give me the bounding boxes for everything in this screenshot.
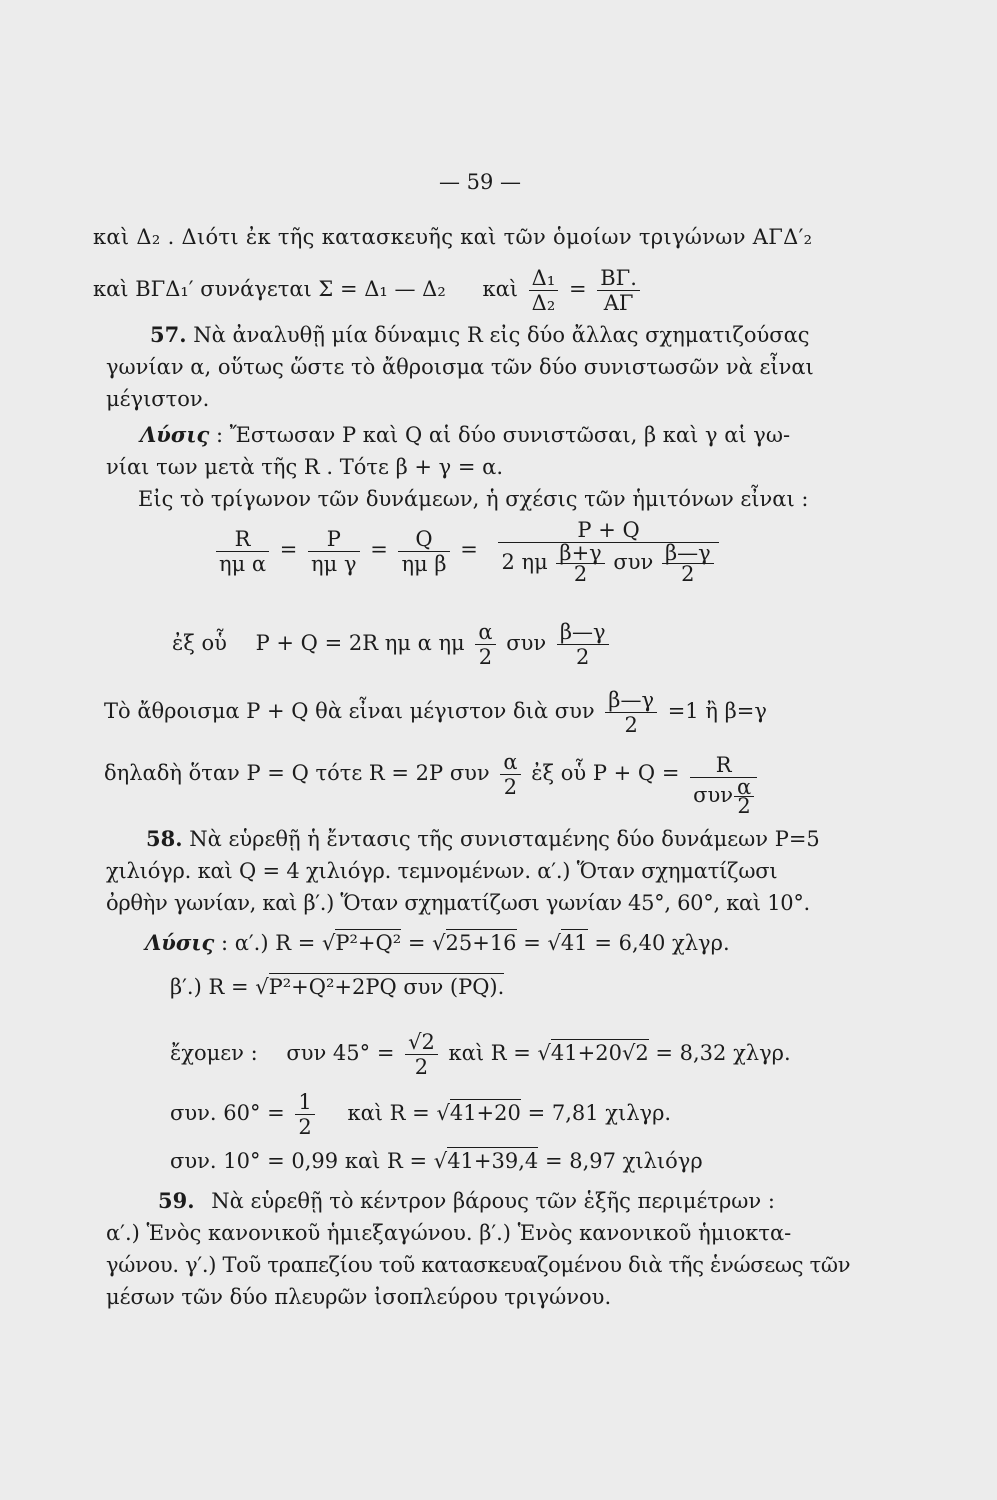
solution-a-eq: = √ xyxy=(407,931,446,955)
equal-forces-line xyxy=(104,750,761,818)
intro-line-2 xyxy=(93,266,644,315)
solution-label: Λύσις xyxy=(140,422,210,447)
fraction-denominator: 2 xyxy=(624,713,638,737)
fraction-denominator: 2 xyxy=(681,562,695,586)
maximum-sum-line xyxy=(104,688,767,737)
fraction-numerator: R xyxy=(216,527,269,552)
equal-forces-mid: ἐξ οὗ P + Q = xyxy=(531,761,680,785)
fraction-denominator: 2 xyxy=(503,775,518,799)
problem-59-line-1 xyxy=(158,1188,775,1214)
cos45-result: = 8,32 χλγρ. xyxy=(655,1041,791,1065)
solution-b-prefix: β′.) R = √ xyxy=(170,975,269,999)
fraction-numerator: β—γ xyxy=(662,543,714,564)
radicand: 41 xyxy=(560,931,588,955)
syn: συν xyxy=(693,783,733,807)
ex-label: ἔχομεν : xyxy=(170,1041,258,1065)
solution-a-result: = 6,40 χλγρ. xyxy=(594,931,730,955)
fraction-numerator: Δ₁ xyxy=(529,266,559,291)
fraction-denominator: ημ γ xyxy=(311,551,357,576)
cos10-text: συν. 10° = 0,99 καὶ R = √ xyxy=(170,1149,448,1173)
problem-58-line-1 xyxy=(146,826,820,852)
problem-58-number: 58. xyxy=(146,826,183,851)
fraction-numerator: β—γ xyxy=(557,620,609,645)
problem-57-solution-line-2: νίαι των μετὰ τῆς R . Τότε β + γ = α. xyxy=(106,455,504,479)
problem-59-line-3: γώνου. γ′.) Τοῦ τραπεζίου τοῦ κατασκευαζομένου διὰ τῆς ἑνώσεως τῶν xyxy=(106,1253,851,1277)
fraction-numerator: R xyxy=(690,753,757,778)
syn: συν xyxy=(506,631,547,655)
cos45-kai: καὶ R = √ xyxy=(448,1041,551,1065)
two-hm: 2 ημ xyxy=(501,550,548,574)
problem-58-text: Νὰ εὑρεθῇ ἡ ἔντασις τῆς συνισταμένης δύο δυνάμεων P=5 xyxy=(189,827,820,851)
cos60-line xyxy=(170,1090,671,1139)
radicand: P²+Q²+2PQ συν (PQ). xyxy=(268,975,505,999)
cos10-line xyxy=(170,1148,703,1174)
solution-label: Λύσις xyxy=(145,930,215,955)
problem-57-number: 57. xyxy=(150,322,187,347)
exou-text: P + Q = 2R ημ α ημ xyxy=(255,631,465,655)
intro-line-1: καὶ Δ₂ . Διότι ἐκ τῆς κατασκευῆς καὶ τῶν ὁμοίων τριγώνων ΑΓΔ′₂ xyxy=(93,225,813,249)
radicand: 41+20 xyxy=(449,1101,521,1125)
equal-forces-text: δηλαδὴ ὅταν P = Q τότε R = 2P συν xyxy=(104,761,490,785)
fraction-numerator: α xyxy=(500,750,520,775)
fraction-numerator: β—γ xyxy=(605,688,657,713)
fraction-denominator xyxy=(498,543,718,584)
intro-fraction-bg-ag xyxy=(597,266,640,315)
problem-57-solution-line-1 xyxy=(140,422,790,448)
exou-label: ἐξ οὗ xyxy=(172,631,227,655)
fraction-numerator: β+γ xyxy=(556,543,604,564)
intro-kai: καὶ xyxy=(482,277,518,301)
fraction-numerator: P xyxy=(308,527,359,552)
sine-rule-equation: $\frac{R}{\text{ημ α}}$ = $\frac{P}{\text{ημ γ}}$ = $\frac{Q}{\text{ημ β}}$ = P + Q 2 ημ $\frac{\beta+\gamma}{2}$ συν $\frac{\beta—\gamma}{2}$ xyxy=(212,518,723,584)
radicand: 25+16 xyxy=(445,931,517,955)
intro-fraction-delta xyxy=(529,266,559,315)
fraction-numerator: α xyxy=(475,620,495,645)
fraction-numerator: ΒΓ. xyxy=(597,266,640,291)
cos45-line xyxy=(170,1030,791,1079)
equals-sign: = xyxy=(568,277,587,301)
intro-line-2-text: καὶ ΒΓΔ₁′ συνάγεται Σ = Δ₁ — Δ₂ xyxy=(93,277,446,301)
solution-a-prefix: : α′.) R = √ xyxy=(220,931,336,955)
problem-57-line-3: μέγιστον. xyxy=(106,387,210,411)
problem-58-line-3: ὀρθὴν γωνίαν, καὶ β′.) Ὅταν σχηματίζωσι γωνίαν 45°, 60°, καὶ 10°. xyxy=(106,891,810,915)
fraction-numerator: α xyxy=(734,778,754,797)
fraction-denominator: ημ α xyxy=(219,551,267,576)
cos45-text: συν 45° = xyxy=(286,1041,395,1065)
problem-58-solution-a xyxy=(145,930,730,956)
problem-59-line-2: α′.) Ἑνὸς κανονικοῦ ἡμιεξαγώνου. β′.) Ἑνὸς κανονικοῦ ἡμιοκτα- xyxy=(106,1221,792,1245)
problem-57-line-2: γωνίαν α, οὕτως ὥστε τὸ ἄθροισμα τῶν δύο συνιστωσῶν νὰ εἶναι xyxy=(106,355,814,379)
radicand: P²+Q² xyxy=(335,931,402,955)
fraction-denominator: 2 xyxy=(298,1115,312,1139)
problem-59-text: Νὰ εὑρεθῇ τὸ κέντρον βάρους τῶν ἑξῆς περιμέτρων : xyxy=(211,1189,775,1213)
problem-57-text: Νὰ ἀναλυθῇ μία δύναμις R εἰς δύο ἄλλας σχηματιζούσας xyxy=(193,323,810,347)
fraction-denominator xyxy=(690,775,757,818)
fraction-denominator: 2 xyxy=(573,562,588,586)
fraction-numerator: √2 xyxy=(405,1030,438,1055)
fraction-denominator: 2 xyxy=(737,794,751,818)
fraction-denominator: 2 xyxy=(575,645,590,669)
cos10-result: = 8,97 χιλιόγρ xyxy=(544,1149,703,1173)
syn: συν xyxy=(613,550,654,574)
cos60-text: συν. 60° = xyxy=(170,1101,285,1125)
maximum-sum-text: Τὸ ἄθροισμα P + Q θὰ εἶναι μέγιστον διὰ συν xyxy=(104,699,595,723)
problem-58-solution-b xyxy=(170,974,504,1000)
fraction-numerator: Q xyxy=(398,527,449,552)
problem-59-line-4: μέσων τῶν δύο πλευρῶν ἰσοπλεύρου τριγώνου. xyxy=(106,1285,612,1309)
cos60-kai: καὶ R = √ xyxy=(347,1101,450,1125)
problem-57-line-1 xyxy=(150,322,810,348)
fraction-denominator: 2 xyxy=(414,1055,429,1079)
solution-a-eq: = √ xyxy=(523,931,561,955)
problem-57-solution-line-3: Εἰς τὸ τρίγωνον τῶν δυνάμεων, ἡ σχέσις τῶν ἡμιτόνων εἶναι : xyxy=(138,487,809,511)
fraction-numerator: P + Q xyxy=(498,518,718,543)
page-number: — 59 — xyxy=(438,170,522,194)
fraction-denominator: ημ β xyxy=(401,551,447,576)
radicand: 41+20√2 xyxy=(550,1041,649,1065)
radicand: 41+39,4 xyxy=(447,1149,539,1173)
fraction-denominator: Δ₂ xyxy=(531,291,556,315)
exou-equation xyxy=(172,620,613,669)
fraction-denominator: ΑΓ xyxy=(603,291,634,315)
fraction-denominator: 2 xyxy=(478,645,493,669)
problem-58-line-2: χιλιόγρ. καὶ Q = 4 χιλιόγρ. τεμνομένων. α′.) Ὅταν σχηματίζωσι xyxy=(106,859,778,883)
cos60-result: = 7,81 χιλγρ. xyxy=(527,1101,672,1125)
maximum-sum-tail: =1 ἢ β=γ xyxy=(667,699,767,723)
solution-text: : Ἔστωσαν P καὶ Q αἱ δύο συνιστῶσαι, β καὶ γ αἱ γω- xyxy=(215,423,791,447)
fraction-numerator: 1 xyxy=(295,1090,314,1115)
problem-59-number: 59. xyxy=(158,1188,195,1213)
